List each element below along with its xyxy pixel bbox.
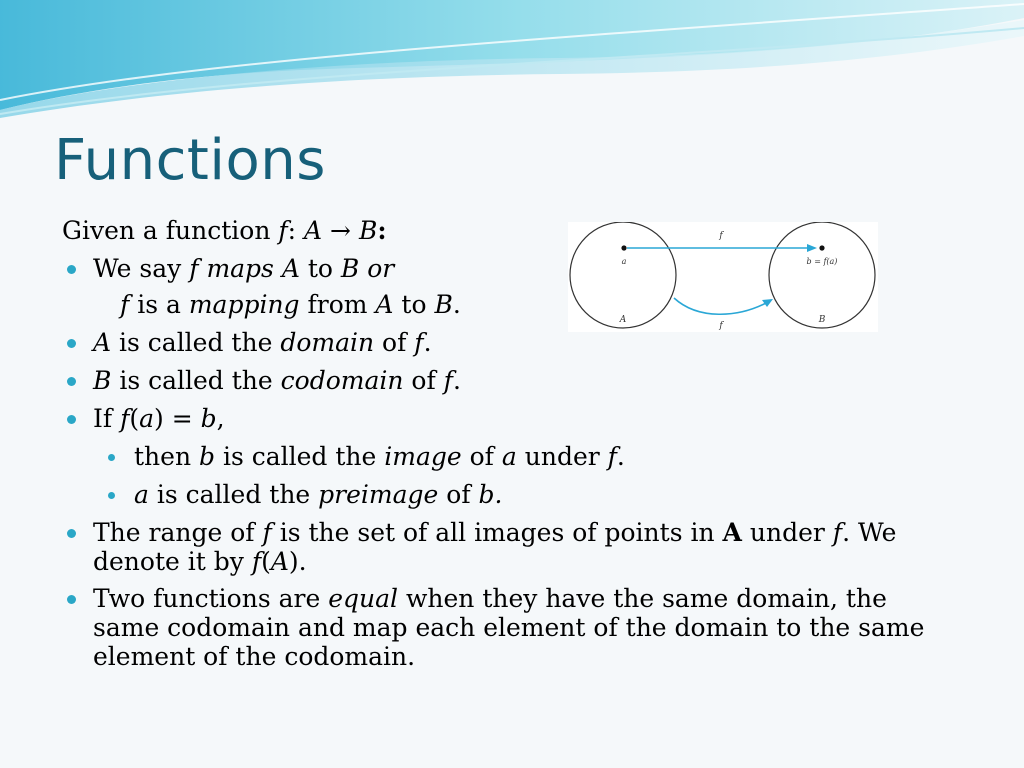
bullet-codomain	[62, 366, 942, 396]
text-run: .	[452, 290, 461, 319]
text-run: (	[261, 547, 271, 576]
text-run: →	[322, 216, 359, 245]
text-run: f	[120, 290, 130, 319]
set-a-circle	[570, 222, 676, 328]
subbullet-preimage	[62, 480, 942, 510]
text-run: A	[375, 290, 394, 319]
text-run: is the set of all images of points in	[271, 518, 723, 547]
bottom-arrow-curve	[674, 298, 768, 314]
text-run: f	[189, 254, 199, 283]
text-run: ,	[216, 404, 225, 433]
text-run: A	[281, 254, 300, 283]
text-run: A	[270, 547, 289, 576]
text-run: .	[452, 366, 461, 395]
text-run: A	[93, 328, 112, 357]
text-run: under	[741, 518, 833, 547]
text-run: mapping	[188, 290, 300, 319]
text-run: equal	[328, 584, 399, 613]
text-run: under	[516, 442, 608, 471]
text-run: to	[393, 290, 435, 319]
text-run: A	[304, 216, 323, 245]
text-run: b	[199, 442, 216, 471]
text-run: then	[134, 442, 199, 471]
text-run: B	[340, 254, 360, 283]
text-run: ).	[288, 547, 307, 576]
text-run: preimage	[318, 480, 439, 509]
set-a-label: A	[619, 315, 627, 325]
header-wave-decoration	[0, 0, 1024, 120]
text-run: If	[93, 404, 121, 433]
text-run: a	[134, 480, 149, 509]
text-run: f	[278, 216, 288, 245]
text-run: of	[438, 480, 479, 509]
set-b-circle	[769, 222, 875, 328]
bottom-arrow-label: f	[719, 321, 723, 331]
text-run: . We denote it by	[93, 518, 897, 576]
set-b-label: B	[818, 315, 826, 325]
text-run: domain	[280, 328, 375, 357]
text-run	[274, 254, 282, 283]
text-run: (	[129, 404, 140, 433]
subbullet-image	[62, 442, 942, 472]
text-run: when they have the same domain, the same codomain and map each element of the domain to the same element of the codomain.	[93, 584, 925, 671]
text-run: f	[443, 366, 453, 395]
text-run: of	[461, 442, 502, 471]
text-run: We say	[93, 254, 190, 283]
top-arrow-label: f	[719, 231, 723, 241]
text-run: Two functions are	[93, 584, 329, 613]
text-run: ) =	[154, 404, 201, 433]
text-run: b	[200, 404, 217, 433]
text-run: f	[414, 328, 424, 357]
text-run: b.	[478, 480, 503, 509]
text-run: codomain	[280, 366, 404, 395]
text-run: .	[423, 328, 432, 357]
text-run: B	[93, 366, 112, 395]
bottom-arrow-head	[762, 299, 773, 307]
bullet-if	[62, 404, 942, 434]
text-run: to	[299, 254, 341, 283]
text-run: f	[607, 442, 617, 471]
text-run: is a	[129, 290, 189, 319]
text-run: f	[832, 518, 843, 547]
slide-title: Functions	[54, 128, 326, 193]
text-run: f	[251, 547, 262, 576]
text-run: :	[287, 216, 305, 245]
text-run: of	[374, 328, 415, 357]
text-run: A	[722, 518, 742, 547]
text-run: B	[358, 216, 378, 245]
text-run: is called the	[148, 480, 319, 509]
bullet-equal	[62, 584, 933, 671]
text-run: B	[434, 290, 453, 319]
point-b-dot	[819, 245, 824, 250]
text-run: f	[262, 518, 272, 547]
text-run: f	[120, 404, 130, 433]
point-b-label: b = f(a)	[806, 257, 838, 266]
bullet-domain	[62, 328, 942, 358]
text-run: is called the	[111, 328, 281, 357]
text-run: from	[299, 290, 376, 319]
text-run: Given a function	[62, 216, 279, 245]
text-run: maps	[206, 254, 274, 283]
text-run: of	[403, 366, 444, 395]
text-run: or	[367, 254, 395, 283]
bullet-range	[62, 518, 943, 576]
text-run: The range of	[93, 518, 263, 547]
top-arrow-head	[807, 244, 817, 252]
text-run: a	[139, 404, 155, 433]
point-a-label: a	[621, 257, 627, 266]
text-run: .	[616, 442, 625, 471]
text-run: is called the	[111, 366, 281, 395]
function-mapping-diagram	[568, 222, 878, 332]
text-run: :	[377, 216, 387, 245]
point-a-dot	[621, 245, 626, 250]
text-run: a	[501, 442, 517, 471]
text-run: is called the	[215, 442, 385, 471]
text-run: image	[384, 442, 462, 471]
